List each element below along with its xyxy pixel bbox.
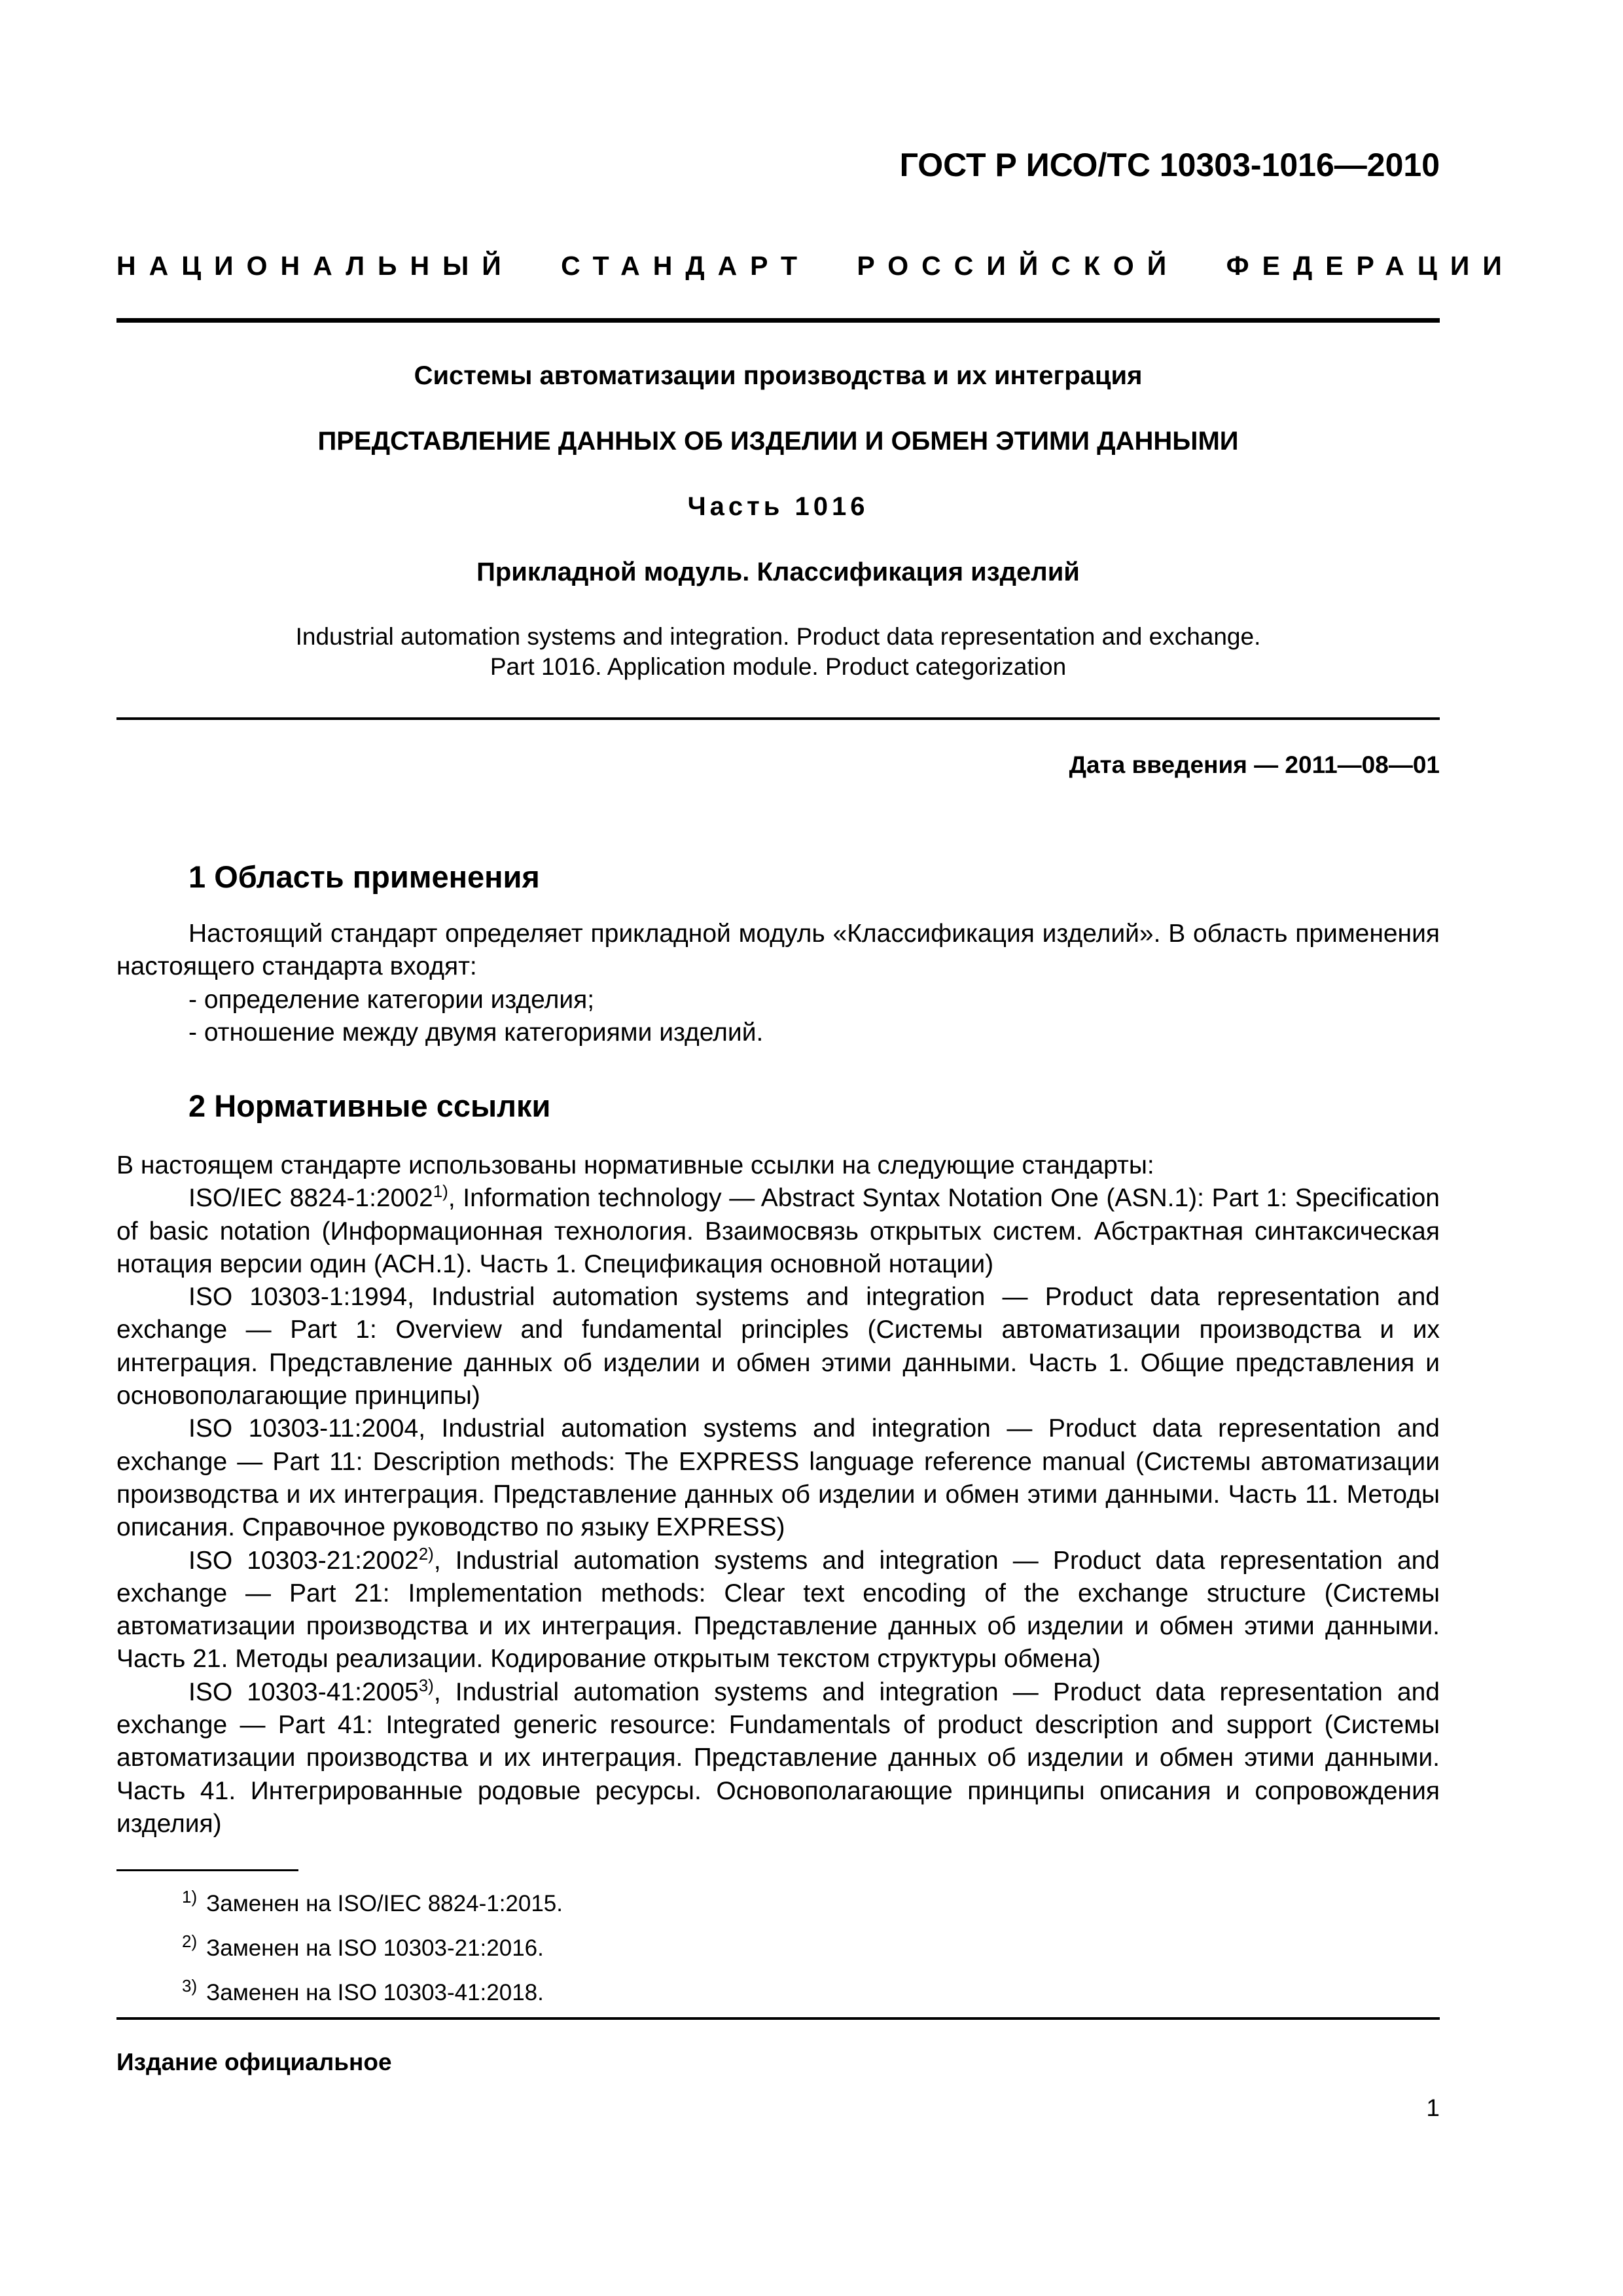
reference-text: , Information technology — Abstract Syntax Notation One (ASN.1): Part 1: Specification of basic notation (Информационная технология. Взаимосвязь открытых систем. Абстрактная синтаксическая нотация версии один (АСН.1). Часть 1. Спецификация основной нотации) — [116, 1184, 1440, 1278]
section-2-heading: 2 Нормативные ссылки — [188, 1088, 551, 1123]
footnote — [182, 1889, 563, 1919]
header-rule-thick — [116, 318, 1440, 323]
footnote-text: Заменен на ISO/IEC 8824-1:2015. — [206, 1891, 563, 1916]
reference-code: ISO 10303-41:2005 — [188, 1677, 419, 1706]
normative-reference — [116, 1545, 1440, 1676]
document-code: ГОСТ Р ИСО/ТС 10303-1016—2010 — [899, 147, 1440, 183]
footnote — [182, 1978, 544, 2008]
reference-code: ISO/IEC 8824-1:2002 — [188, 1184, 433, 1213]
reference-code: ISO 10303-11:2004 — [188, 1414, 419, 1443]
reference-text: , Industrial automation systems and integration — Product data representation and exchange — Part 21: Implementation methods: Clear text encoding of the exchange structure (Системы автоматизации производства и их интеграция. Представление данных об изделии и обмен этими данными. Часть 21. Методы реализации. Кодирование открытым текстом структуры обмена) — [116, 1546, 1440, 1674]
reference-text: , Industrial automation systems and integration — Product data representation and exchange — Part 1: Overview and fundamental principles (Системы автоматизации производства и их интеграция. Представление данных об изделии и обмен этими данными. Часть 1. Общие представления и основополагающие принципы) — [116, 1283, 1440, 1410]
list-item: - отношение между двумя категориями изделий. — [188, 1018, 764, 1047]
reference-code: ISO 10303-21:2002 — [188, 1546, 419, 1575]
section-1-heading: 1 Область применения — [188, 859, 540, 894]
section-2-body — [116, 1149, 1440, 1840]
title-rule — [116, 717, 1440, 720]
normative-reference — [116, 1676, 1440, 1840]
footnote — [182, 1933, 544, 1964]
national-standard-title: НАЦИОНАЛЬНЫЙ СТАНДАРТ РОССИЙСКОЙ ФЕДЕРАЦИИ — [116, 251, 1515, 281]
footer-rule — [116, 2017, 1440, 2020]
title-part: Часть 1016 — [687, 492, 869, 521]
section-2-intro: В настоящем стандарте использованы нормативные ссылки на следующие стандарты: — [116, 1151, 1154, 1179]
reference-text: , Industrial automation systems and integration — Product data representation and exchange — Part 11: Description methods: The EXPRESS language reference manual (Системы автоматизации производства и их интеграция. Представление данных об изделии и обмен этими данными. Часть 11. Методы описания. Справочное руководство по языку EXPRESS) — [116, 1414, 1440, 1542]
list-item: - определение категории изделия; — [188, 985, 595, 1014]
footnote-separator — [116, 1869, 298, 1871]
footnote-mark: 3) — [182, 1976, 198, 1996]
section-1-text: Настоящий стандарт определяет прикладной модуль «Классификация изделий». В область применения настоящего стандарта входят: — [116, 920, 1440, 981]
reference-code: ISO 10303-1:1994 — [188, 1283, 408, 1312]
footnote-mark: 3) — [418, 1675, 434, 1695]
normative-reference — [116, 1281, 1440, 1412]
footnote-mark: 1) — [433, 1181, 448, 1202]
edition-label: Издание официальное — [116, 2049, 392, 2075]
page-number: 1 — [1426, 2094, 1440, 2121]
footnote-mark: 2) — [418, 1543, 434, 1564]
footnote-mark: 2) — [182, 1931, 198, 1952]
normative-reference — [116, 1412, 1440, 1544]
footnote-text: Заменен на ISO 10303-41:2018. — [206, 1980, 544, 2005]
introduction-date: Дата введения — 2011—08—01 — [1069, 751, 1440, 778]
title-series: Системы автоматизации производства и их интеграция — [414, 361, 1143, 390]
normative-reference — [116, 1182, 1440, 1281]
title-english-line-1: Industrial automation systems and integration. Product data representation and exchange. — [295, 623, 1261, 650]
footnote-mark: 1) — [182, 1887, 198, 1907]
section-1-body — [116, 918, 1440, 1049]
title-english-line-2: Part 1016. Application module. Product categorization — [490, 653, 1067, 680]
title-main: ПРЕДСТАВЛЕНИЕ ДАННЫХ ОБ ИЗДЕЛИИ И ОБМЕН ЭТИМИ ДАННЫМИ — [317, 427, 1239, 456]
reference-text: , Industrial automation systems and integration — Product data representation and exchange — Part 41: Integrated generic resource: Fundamentals of product description and support (Системы автоматизации производства и их интеграция. Представление данных об изделии и обмен этими данными. Часть 41. Интегрированные родовые ресурсы. Основополагающие принципы описания и сопровождения изделия) — [116, 1677, 1440, 1838]
footnote-text: Заменен на ISO 10303-21:2016. — [206, 1935, 544, 1961]
title-module: Прикладной модуль. Классификация изделий — [476, 558, 1080, 586]
title-english — [116, 622, 1440, 682]
